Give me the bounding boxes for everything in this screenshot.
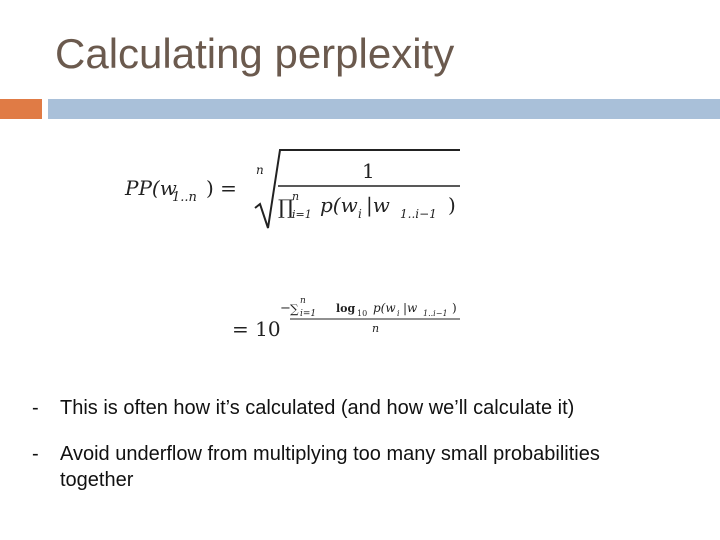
lhs-pp: PP(w — [125, 176, 177, 200]
title-underline-bar — [48, 99, 720, 119]
exp-p-sub-i: i — [397, 309, 400, 318]
exp-minus: − — [280, 301, 291, 316]
den-sub-i: i — [358, 207, 362, 221]
prod-sup: n — [292, 190, 300, 203]
bullet-text: Avoid underflow from multiplying too many small probabilities together — [60, 443, 600, 491]
exp-sum-sub: i=1 — [300, 309, 317, 319]
prod-sub: i=1 — [292, 208, 312, 221]
numerator: 1 — [362, 159, 375, 183]
den-bar: |w — [366, 193, 390, 217]
exp-bar: |w — [403, 301, 418, 315]
lhs-close: ) = — [206, 176, 237, 200]
bullet-marker: - — [32, 443, 39, 465]
den-close: ) — [448, 193, 456, 217]
lhs-sub: 1..n — [172, 190, 197, 205]
bullet-marker: - — [32, 397, 39, 419]
den-p: p(w — [320, 193, 358, 217]
list-item — [32, 441, 692, 493]
formula-svg — [110, 140, 530, 350]
exp-close: ) — [452, 301, 457, 315]
root-index: n — [256, 163, 264, 177]
title-accent-bar — [0, 99, 42, 119]
exp-log: log — [336, 302, 356, 315]
exp-log-sub: 10 — [357, 309, 368, 318]
bullet-text: This is often how it’s calculated (and how we’ll calculate it) — [60, 397, 575, 419]
perplexity-formula — [110, 140, 530, 350]
exp-sub-range: 1..i−1 — [423, 309, 448, 318]
exp-p: p(w — [373, 301, 396, 315]
list-item — [32, 395, 692, 421]
bullet-list — [32, 395, 692, 513]
slide-title: Calculating perplexity — [55, 30, 455, 77]
den-sub-range: 1..i−1 — [400, 207, 437, 221]
exp-sum: ∑ — [290, 302, 299, 316]
exp-den: n — [372, 322, 380, 335]
exp-sum-sup: n — [300, 296, 306, 306]
line2-eq: = 10 — [232, 317, 281, 341]
prod-symbol: ∏ — [278, 195, 294, 219]
